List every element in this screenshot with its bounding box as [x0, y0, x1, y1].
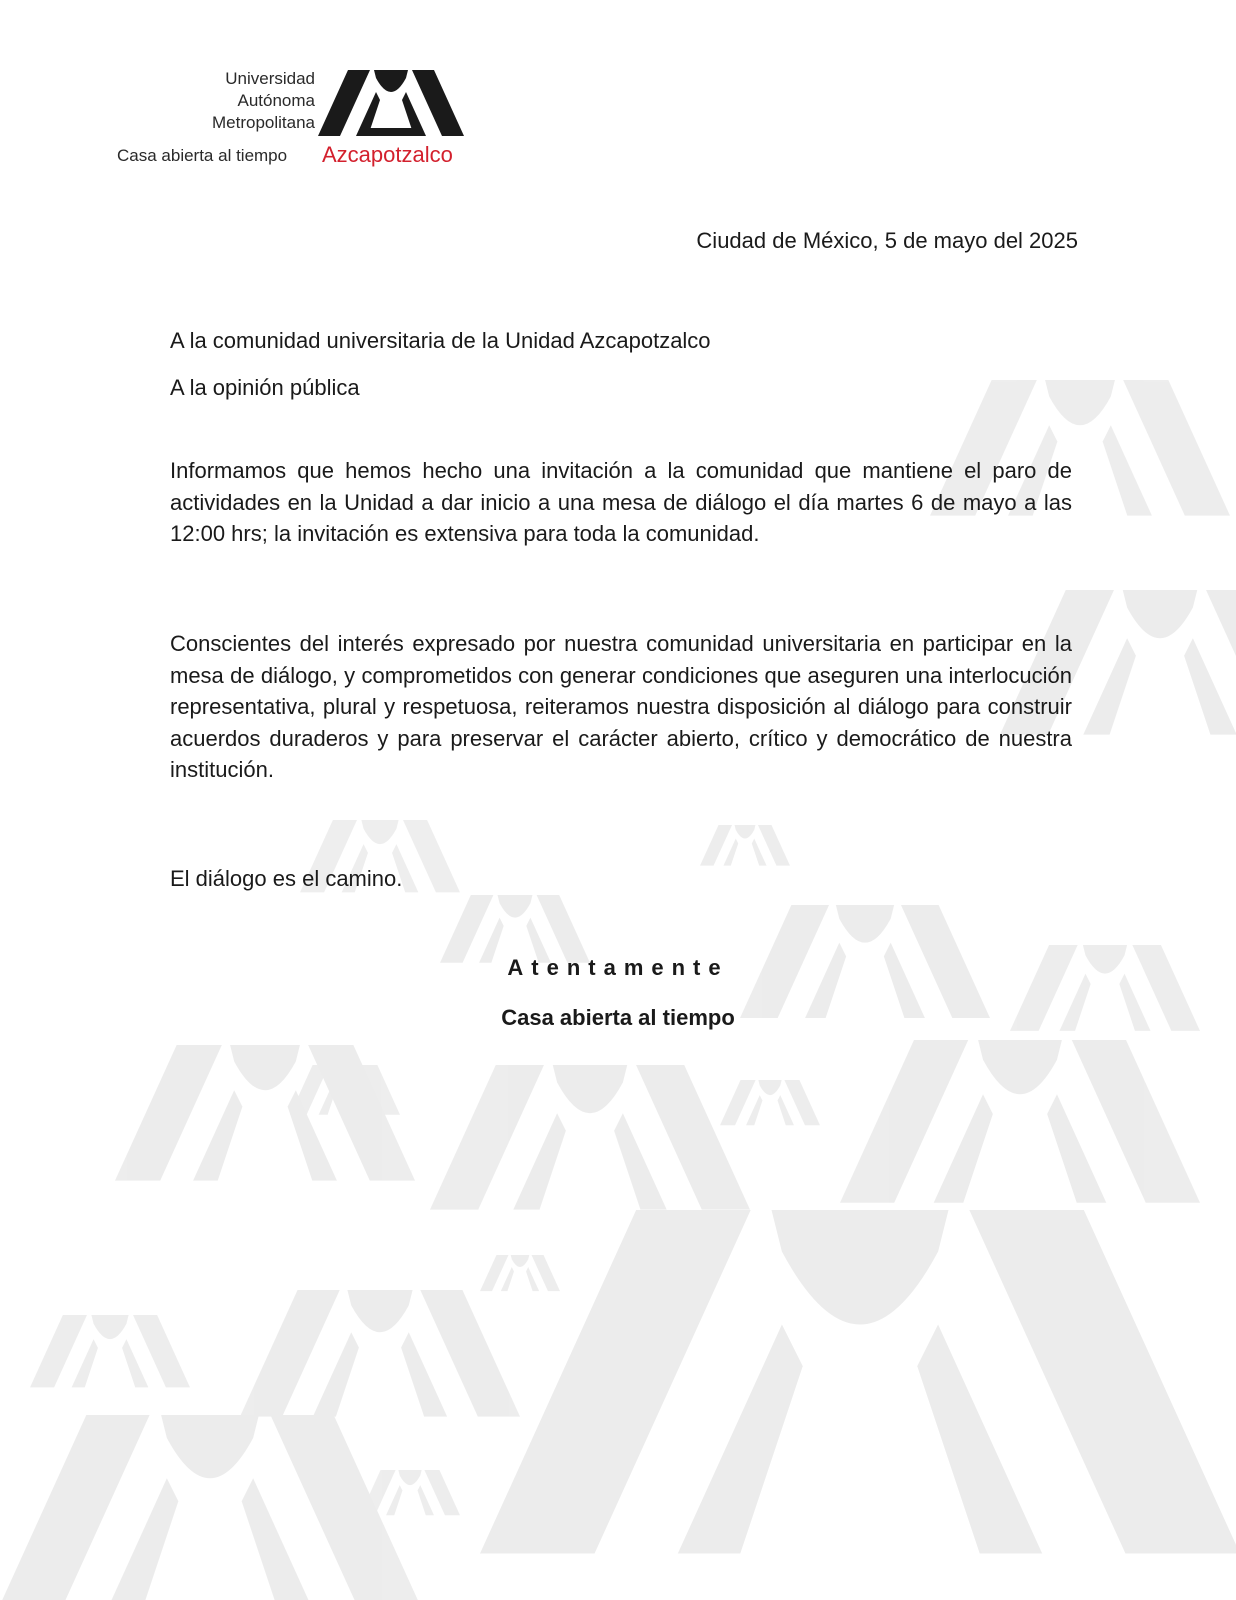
- watermark-logo-icon: [480, 1255, 560, 1291]
- watermark-logo-icon: [430, 1065, 750, 1210]
- university-name: [212, 68, 315, 134]
- letterhead: [100, 66, 480, 176]
- watermark-logo-icon: [720, 1080, 820, 1125]
- university-name-line: Autónoma: [237, 91, 315, 110]
- letter-paragraph: Conscientes del interés expresado por nuestra comunidad universitaria en participar en la mesa de diálogo, y comprometidos con generar condiciones que aseguren una interlocución representativa, plural y respetuosa, reiteramos nuestra disposición al diálogo para construir acuerdos duraderos y para preservar el carácter abierto, crítico y democrático de nuestra institución.: [170, 631, 1072, 782]
- signoff: Atentamente: [507, 955, 729, 980]
- letterhead-unit: Azcapotzalco: [322, 142, 453, 167]
- letter-paragraph: Informamos que hemos hecho una invitación a la comunidad que mantiene el paro de actividades en la Unidad a dar inicio a una mesa de diálogo el día martes 6 de mayo a las 12:00 hrs; la invitación es extensiva para toda la comunidad.: [170, 458, 1072, 546]
- watermark-logo-icon: [480, 1210, 1236, 1554]
- watermark-logo-icon: [440, 895, 590, 963]
- watermark-logo-icon: [700, 825, 790, 866]
- watermark-logo-icon: [240, 1290, 520, 1417]
- university-name-line: Universidad: [225, 69, 315, 88]
- watermark-logo-icon: [0, 1415, 420, 1600]
- uam-logo-icon: [318, 70, 464, 136]
- university-name-line: Metropolitana: [211, 113, 315, 132]
- watermark-logo-icon: [360, 1470, 460, 1515]
- watermark-logo-icon: [30, 1315, 190, 1387]
- closing-line: El diálogo es el camino.: [170, 866, 403, 891]
- recipient-line: A la comunidad universitaria de la Unidad Azcapotzalco: [170, 328, 711, 353]
- signoff-motto: Casa abierta al tiempo: [501, 1005, 735, 1030]
- recipient-line: A la opinión pública: [170, 375, 360, 400]
- letterhead-motto: Casa abierta al tiempo: [117, 146, 288, 165]
- letter-date: Ciudad de México, 5 de mayo del 2025: [696, 228, 1078, 253]
- watermark-logo-icon: [840, 1040, 1200, 1203]
